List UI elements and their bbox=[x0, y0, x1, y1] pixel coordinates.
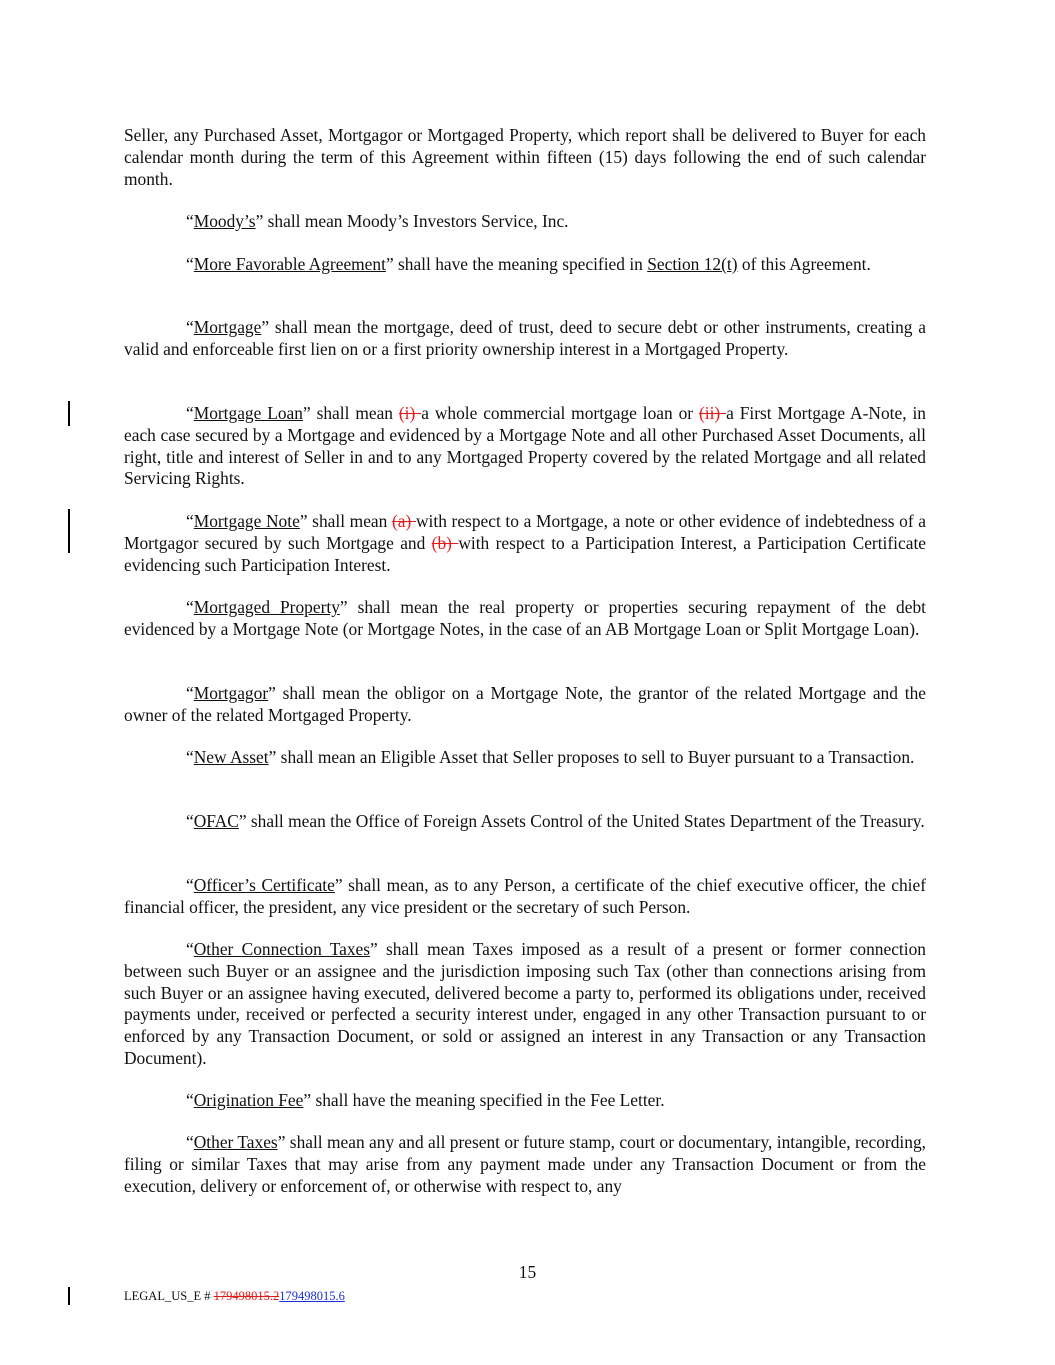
defined-term: Mortgaged Property bbox=[193, 597, 340, 617]
open-quote: “ bbox=[186, 317, 194, 337]
deleted-text: (ii) bbox=[698, 403, 727, 423]
defined-term: Mortgage bbox=[193, 317, 262, 337]
definition-text: ” shall mean bbox=[302, 403, 399, 423]
definition-origination-fee bbox=[124, 1090, 926, 1112]
defined-term: More Favorable Agreement bbox=[193, 254, 386, 274]
definition-text: ” shall have the meaning specified in the Fee Letter. bbox=[303, 1090, 665, 1110]
change-bar bbox=[68, 1287, 70, 1305]
deleted-text: (a) bbox=[392, 511, 416, 531]
open-quote: “ bbox=[186, 597, 194, 617]
defined-term: Officer’s Certificate bbox=[193, 875, 335, 895]
definition-text: ” shall mean, as to any Person, a certificate of the chief executive officer, the chief financial officer, the president, any vice president or the secretary of such Person. bbox=[124, 875, 926, 917]
defined-term: Mortgage Note bbox=[193, 511, 300, 531]
definition-text: ” shall mean Taxes imposed as a result of a present or former connection between such Buyer or an assignee and the jurisdiction imposing such Tax (other than connections arising from such Buyer or an assignee having executed, delivered become a party to, performed its obligations under, received payments under, received or perfected a security interest under, engaged in any other Transaction pursuant to or enforced by any Transaction Document, or sold or assigned an interest in any Transaction or any Transaction Document). bbox=[124, 939, 926, 1068]
defined-term: New Asset bbox=[193, 747, 269, 767]
document-footer bbox=[124, 1289, 345, 1304]
definition-other-connection-taxes bbox=[124, 939, 926, 1070]
open-quote: “ bbox=[186, 403, 194, 423]
definition-mortgage bbox=[124, 317, 926, 361]
definition-text: with respect to a Mortgage, a note or other evidence of indebtedness of a Mortgagor secured by such Mortgage and bbox=[124, 511, 927, 553]
definition-text: ” shall mean the obligor on a Mortgage Note, the grantor of the related Mortgage and the owner of the related Mortgaged Property. bbox=[124, 683, 926, 725]
open-quote: “ bbox=[186, 939, 194, 959]
definition-other-taxes bbox=[124, 1132, 926, 1197]
open-quote: “ bbox=[186, 211, 194, 231]
defined-term: Other Taxes bbox=[193, 1132, 278, 1152]
definition-mortgage-loan bbox=[124, 403, 926, 490]
open-quote: “ bbox=[186, 1132, 194, 1152]
open-quote: “ bbox=[186, 511, 194, 531]
defined-term: Mortgage Loan bbox=[193, 403, 303, 423]
definition-text: ” shall mean the mortgage, deed of trust, deed to secure debt or other instruments, creating a valid and enforceable first lien on or a first priority ownership interest in a Mortgaged Property. bbox=[124, 317, 926, 359]
defined-term: OFAC bbox=[193, 811, 239, 831]
section-reference: Section 12(t) bbox=[647, 254, 738, 274]
definition-text: ” shall mean Moody’s Investors Service, Inc. bbox=[255, 211, 569, 231]
open-quote: “ bbox=[186, 254, 194, 274]
defined-term: Moody’s bbox=[193, 211, 256, 231]
definition-ofac bbox=[124, 811, 926, 833]
deleted-text: (i) bbox=[398, 403, 422, 423]
paragraph-text: Seller, any Purchased Asset, Mortgagor or Mortgaged Property, which report shall be delivered to Buyer for each calendar month during the term of this Agreement within fifteen (15) days following the end of such calendar month. bbox=[124, 125, 926, 189]
defined-term: Other Connection Taxes bbox=[193, 939, 371, 959]
definition-more-favorable-agreement bbox=[124, 254, 926, 276]
deleted-text: (b) bbox=[431, 532, 459, 553]
change-bar bbox=[68, 401, 70, 426]
definition-mortgagor bbox=[124, 683, 926, 727]
definition-text: ” shall have the meaning specified in bbox=[385, 254, 648, 274]
open-quote: “ bbox=[186, 1090, 194, 1110]
definition-text: ” shall mean the real property or properties securing repayment of the debt evidenced by a Mortgage Note (or Mortgage Notes, in the case of an AB Mortgage Loan or Split Mortgage Loan). bbox=[124, 597, 926, 639]
definition-mortgage-note bbox=[124, 511, 926, 576]
definition-text: a First Mortgage A-Note, in each case secured by a Mortgage and evidenced by a Mortgage Note and all other Purchased Asset Documents, all right, title and interest of Seller in and to any Mortgaged Property covered by the related Mortgage and all related Servicing Rights. bbox=[124, 403, 926, 489]
definition-moodys bbox=[124, 211, 926, 233]
definition-text: ” shall mean an Eligible Asset that Seller proposes to sell to Buyer pursuant to a Transaction. bbox=[268, 747, 915, 767]
definition-text: a whole commercial mortgage loan or bbox=[421, 403, 699, 423]
definition-new-asset bbox=[124, 747, 926, 769]
open-quote: “ bbox=[186, 811, 194, 831]
definition-text: ” shall mean bbox=[299, 511, 392, 531]
defined-term: Mortgagor bbox=[193, 683, 269, 703]
page-number: 15 bbox=[518, 1262, 537, 1282]
change-bar bbox=[68, 509, 70, 553]
definition-continuation bbox=[124, 125, 926, 190]
deleted-document-id: 179498015.2 bbox=[213, 1289, 280, 1303]
footer-prefix: LEGAL_US_E # bbox=[124, 1289, 214, 1303]
open-quote: “ bbox=[186, 875, 194, 895]
definition-mortgaged-property bbox=[124, 597, 926, 641]
definition-text: with respect to a Participation Interest, a Participation Certificate evidencing such Participation Interest. bbox=[124, 532, 926, 575]
definition-text: of this Agreement. bbox=[737, 254, 871, 274]
defined-term: Origination Fee bbox=[193, 1090, 304, 1110]
inserted-document-id: 179498015.6 bbox=[279, 1289, 345, 1303]
definition-officers-certificate bbox=[124, 875, 926, 919]
definition-text: ” shall mean the Office of Foreign Assets Control of the United States Department of the Treasury. bbox=[238, 811, 925, 831]
open-quote: “ bbox=[186, 683, 194, 703]
definition-text: ” shall mean any and all present or future stamp, court or documentary, intangible, recording, filing or similar Taxes that may arise from any payment made under any Transaction Document or from the execution, delivery or enforcement of, or otherwise with respect to, any bbox=[124, 1132, 926, 1196]
open-quote: “ bbox=[186, 747, 194, 767]
